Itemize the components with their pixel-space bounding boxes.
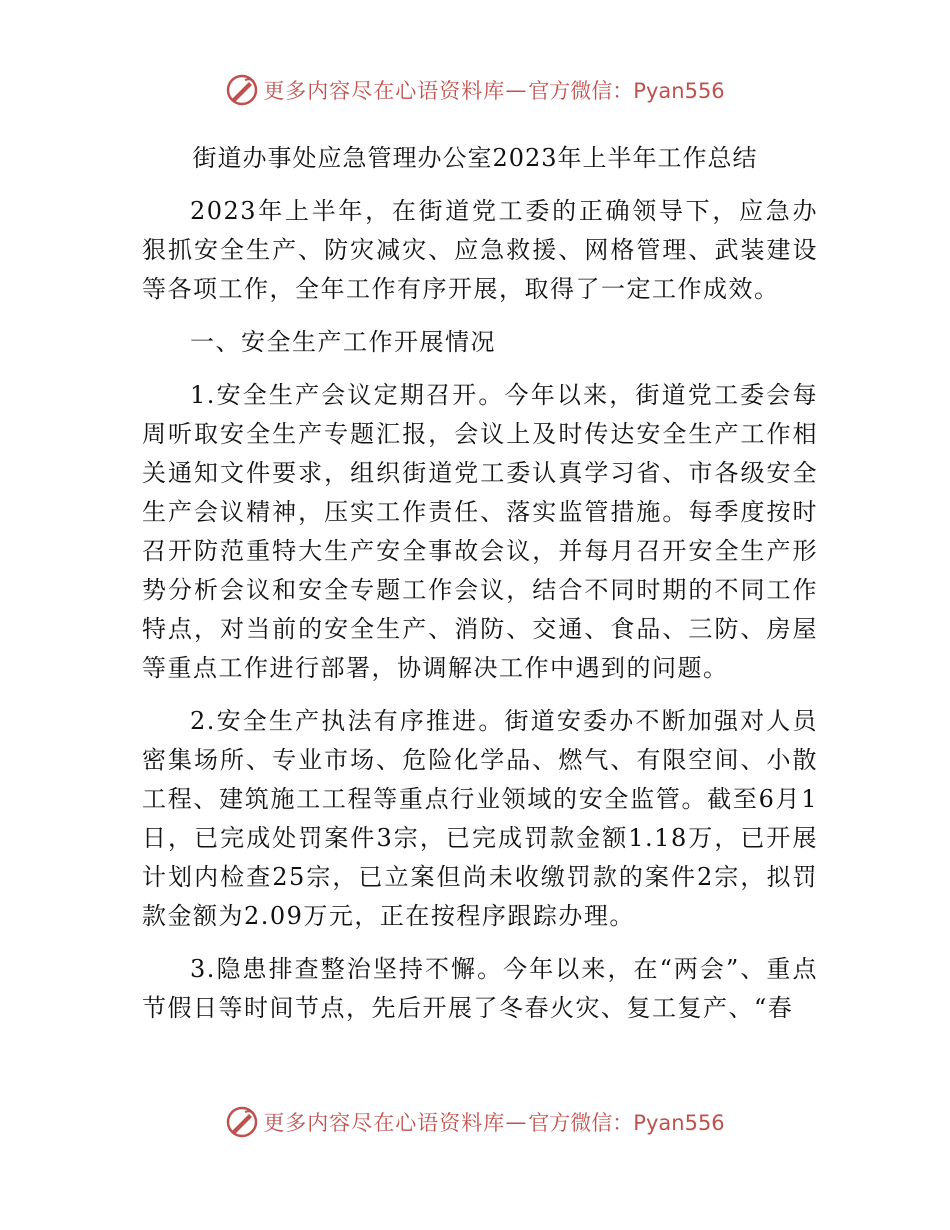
banner-text: 更多内容尽在心语资料库: [263, 1111, 506, 1135]
intro-paragraph: 2023年上半年，在街道党工委的正确领导下，应急办狠抓安全生产、防灾减灾、应急救援、网格管理、武装建设等各项工作，全年工作有序开展，取得了一定工作成效。: [142, 197, 818, 303]
banner-separator: —: [505, 1110, 527, 1134]
quill-circle-icon: [225, 1105, 259, 1139]
quill-circle-icon: [225, 73, 259, 107]
banner-contact: 官方微信：Pyan556: [528, 1111, 725, 1135]
section-heading: 一、安全生产工作开展情况: [190, 328, 496, 356]
document-body: [142, 192, 818, 1042]
banner-text: 更多内容尽在心语资料库: [263, 79, 506, 103]
footer-banner: [0, 1102, 950, 1142]
banner-contact: 官方微信：Pyan556: [528, 79, 725, 103]
paragraph-hazard-inspection: 3.隐患排查整治坚持不懈。今年以来，在“两会”、重点节假日等时间节点，先后开展了冬春火灾、复工复产、“春: [142, 955, 818, 1022]
banner-separator: —: [505, 78, 527, 102]
document-title: 街道办事处应急管理办公室2023年上半年工作总结: [192, 144, 758, 172]
paragraph-law-enforcement: 2.安全生产执法有序推进。街道安委办不断加强对人员密集场所、专业市场、危险化学品、燃气、有限空间、小散工程、建筑施工工程等重点行业领域的安全监管。截至6月1日，已完成处罚案件3宗，已完成罚款金额1.18万，已开展计划内检查25宗，已立案但尚未收缴罚款的案件2宗，拟罚款金额为2.09万元，正在按程序跟踪办理。: [142, 707, 818, 930]
paragraph-safety-meetings: 1.安全生产会议定期召开。今年以来，街道党工委会每周听取安全生产专题汇报，会议上及时传达安全生产工作相关通知文件要求，组织街道党工委认真学习省、市各级安全生产会议精神，压实工作责任、落实监管措施。每季度按时召开防范重特大生产安全事故会议，并每月召开安全生产形势分析会议和安全专题工作会议，结合不同时期的不同工作特点，对当前的安全生产、消防、交通、食品、三防、房屋等重点工作进行部署，协调解决工作中遇到的问题。: [142, 381, 818, 682]
header-banner: [0, 70, 950, 110]
